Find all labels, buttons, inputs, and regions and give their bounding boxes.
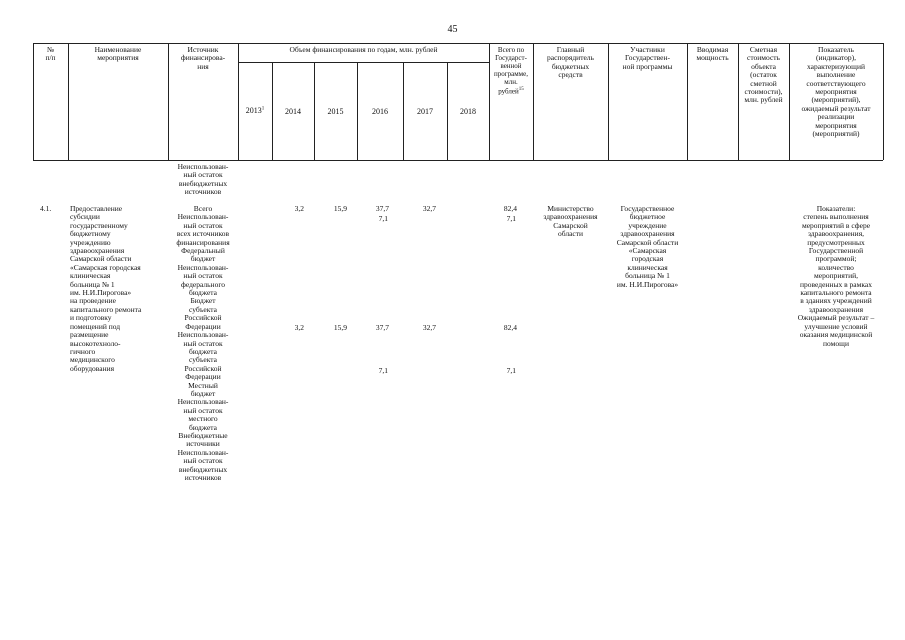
header-year-2017: 2017 [417,107,433,116]
header-manager: Главный распорядитель бюджетных средств [547,45,594,80]
header-estimate: Сметная стоимость объекта (остаток сметной стоимости), млн. рублей [744,45,783,105]
header-name: Наименование мероприятия [94,45,142,63]
row-indicator: Показатели: степень выполнения мероприятий в сфере здравоохранения, предусмотренных Государственной программой; количество мероприятий, проведенных в рамках капитального ремонта в зданиях учреждений здравоохранения Ожидаемый результат – улучшение условий оказания медицинской помощи [797,204,875,348]
header-year-2013: 2013$^1$ [245,106,265,115]
header-year-2016: 2016 [372,107,388,116]
unused-total: 7,1 [506,214,516,223]
row-manager: Министерство здравоохранения Самарской области [543,204,598,239]
total-2015: 15,9 [333,204,347,213]
subject-2015: 15,9 [333,323,347,332]
subject-total: 82,4 [503,323,517,332]
total-2016: 37,7 [375,204,389,213]
carry-over-source: Неиспользован- ный остаток внебюджетных источников [177,162,229,197]
subject-2017: 32,7 [422,323,436,332]
subject-2014: 3,2 [294,323,304,332]
total-2017: 32,7 [422,204,436,213]
header-indicator: Показатель (индикатор), характеризующий выполнение соответствующего мероприятия (мероприятий), ожидаемый результат реализации мероприятия (мероприятий) [801,45,871,139]
header-year-2018: 2018 [460,107,476,116]
page-number: 45 [447,24,458,35]
header-year-2015: 2015 [327,107,344,116]
row-sources: Всего Неиспользован- ный остаток всех источников финансирования Федеральный бюджет Неиспользован- ный остаток федерального бюджета Бюджет субъекта Российской Федерации Неиспользован- ный остаток бюджета субъекта Российской Федерации Местный бюджет Неиспользован- ный остаток местного бюджета Внебюджетные источники Неиспользован- ный остаток внебюджетных источников [176,204,230,482]
header-capacity: Вводимая мощность [696,45,729,63]
header-year-2014: 2014 [285,107,301,116]
subject-unused-total: 7,1 [506,366,516,375]
header-total: Всего по Государст- венной программе, млн. рублей$^{15}$ [494,46,528,96]
total-2014: 3,2 [294,204,304,213]
header-number: № п/п [45,45,56,63]
subject-unused-2016: 7,1 [378,366,388,375]
total-all: 82,4 [503,204,517,213]
header-participants: Участники Государствен- ной программы [622,45,673,71]
row-number: 4.1. [40,204,52,213]
subject-2016: 37,7 [375,323,389,332]
header-source: Источник финансирова- ния [180,45,226,71]
row-name: Предоставление субсидии государственному бюджетному учреждению здравоохранения Самарской области «Самарская городская клиническая больница № 1 им. Н.И.Пирогова» на проведение капитального ремонта и подготовку помещений под размещение высокотехноло- гичного медицинского оборудования [70,204,142,373]
unused-2016: 7,1 [378,214,388,223]
row-participants: Государственное бюджетное учреждение здравоохранения Самарской области «Самарская городская клиническая больница № 1 им. Н.И.Пирогова» [616,204,679,289]
header-funding-group: Объем финансирования по годам, млн. рублей [289,45,438,54]
